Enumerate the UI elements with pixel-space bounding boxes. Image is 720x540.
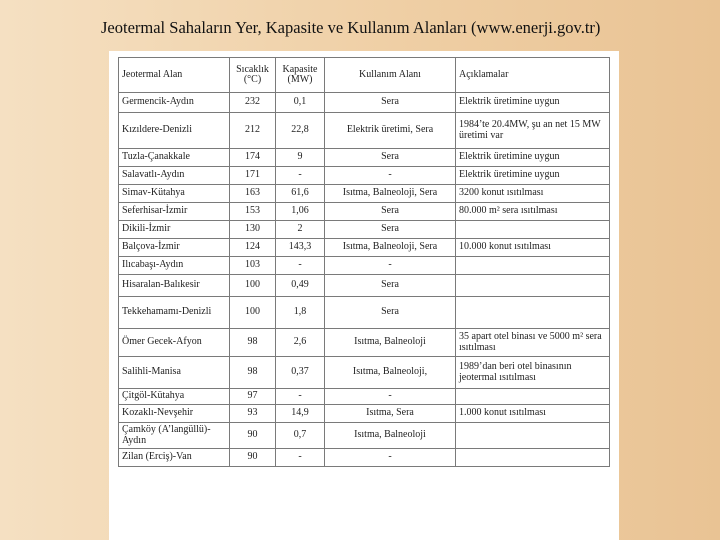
cell-field: Çamköy (A’langüllü)-Aydın xyxy=(119,423,230,449)
table-row xyxy=(119,405,610,423)
cell-field: Kızıldere-Denizli xyxy=(119,113,230,149)
cell-usage: Isıtma, Balneoloji, Sera xyxy=(325,239,456,257)
cell-notes: 1.000 konut ısıtılması xyxy=(456,405,610,423)
table-row xyxy=(119,329,610,357)
cell-temperature: 212 xyxy=(230,113,276,149)
cell-field: Kozaklı-Nevşehir xyxy=(119,405,230,423)
cell-field: Çitgöl-Kütahya xyxy=(119,389,230,405)
cell-capacity: 22,8 xyxy=(276,113,325,149)
cell-usage: Isıtma, Balneoloji xyxy=(325,329,456,357)
cell-notes xyxy=(456,221,610,239)
cell-temperature: 93 xyxy=(230,405,276,423)
cell-notes: 35 apart otel binası ve 5000 m² sera ısıtılması xyxy=(456,329,610,357)
cell-field: Germencik-Aydın xyxy=(119,93,230,113)
cell-capacity: 0,49 xyxy=(276,275,325,297)
cell-notes xyxy=(456,389,610,405)
header-capacity: Kapasite (MW) xyxy=(276,58,325,93)
cell-field: Seferhisar-İzmir xyxy=(119,203,230,221)
cell-notes: 80.000 m² sera ısıtılması xyxy=(456,203,610,221)
table-row xyxy=(119,297,610,329)
cell-notes: 1984’te 20.4MW, şu an net 15 MW üretimi var xyxy=(456,113,610,149)
table-row xyxy=(119,257,610,275)
cell-temperature: 124 xyxy=(230,239,276,257)
table-row xyxy=(119,239,610,257)
table-row xyxy=(119,221,610,239)
table-row xyxy=(119,113,610,149)
slide-title: Jeotermal Sahaların Yer, Kapasite ve Kullanım Alanları (www.enerji.gov.tr) xyxy=(101,18,601,37)
cell-field: Salavatlı-Aydın xyxy=(119,167,230,185)
cell-field: Balçova-İzmir xyxy=(119,239,230,257)
cell-notes xyxy=(456,449,610,467)
cell-field: Salihli-Manisa xyxy=(119,357,230,389)
cell-capacity: - xyxy=(276,167,325,185)
cell-temperature: 100 xyxy=(230,297,276,329)
cell-capacity: - xyxy=(276,449,325,467)
cell-usage: Sera xyxy=(325,275,456,297)
cell-temperature: 103 xyxy=(230,257,276,275)
table-row xyxy=(119,149,610,167)
cell-usage: Elektrik üretimi, Sera xyxy=(325,113,456,149)
cell-temperature: 98 xyxy=(230,357,276,389)
header-field: Jeotermal Alan xyxy=(119,58,230,93)
table-row xyxy=(119,185,610,203)
cell-usage: - xyxy=(325,449,456,467)
cell-field: Ömer Gecek-Afyon xyxy=(119,329,230,357)
cell-capacity: 9 xyxy=(276,149,325,167)
cell-notes xyxy=(456,257,610,275)
cell-temperature: 232 xyxy=(230,93,276,113)
cell-notes xyxy=(456,423,610,449)
header-row xyxy=(119,58,610,93)
cell-usage: Isıtma, Sera xyxy=(325,405,456,423)
cell-field: Zilan (Erciş)-Van xyxy=(119,449,230,467)
cell-field: Tekkehamamı-Denizli xyxy=(119,297,230,329)
table-row xyxy=(119,423,610,449)
cell-temperature: 174 xyxy=(230,149,276,167)
cell-usage: Sera xyxy=(325,149,456,167)
cell-capacity: 2 xyxy=(276,221,325,239)
cell-capacity: 0,1 xyxy=(276,93,325,113)
table-row xyxy=(119,275,610,297)
cell-usage: - xyxy=(325,167,456,185)
header-notes: Açıklamalar xyxy=(456,58,610,93)
cell-notes: Elektrik üretimine uygun xyxy=(456,93,610,113)
cell-temperature: 153 xyxy=(230,203,276,221)
table-row xyxy=(119,389,610,405)
cell-capacity: 1,8 xyxy=(276,297,325,329)
header-temperature: Sıcaklık (°C) xyxy=(230,58,276,93)
cell-capacity: 0,7 xyxy=(276,423,325,449)
cell-temperature: 90 xyxy=(230,423,276,449)
cell-temperature: 171 xyxy=(230,167,276,185)
cell-notes xyxy=(456,297,610,329)
table-row xyxy=(119,93,610,113)
cell-capacity: 0,37 xyxy=(276,357,325,389)
cell-usage: Isıtma, Balneoloji, Sera xyxy=(325,185,456,203)
cell-temperature: 97 xyxy=(230,389,276,405)
cell-field: Dikili-İzmir xyxy=(119,221,230,239)
cell-notes: Elektrik üretimine uygun xyxy=(456,149,610,167)
table-body xyxy=(119,93,610,467)
cell-field: Simav-Kütahya xyxy=(119,185,230,203)
cell-usage: Sera xyxy=(325,221,456,239)
table-row xyxy=(119,167,610,185)
geothermal-table xyxy=(118,57,610,467)
cell-field: Ilıcabaşı-Aydın xyxy=(119,257,230,275)
cell-notes: Elektrik üretimine uygun xyxy=(456,167,610,185)
table-row xyxy=(119,449,610,467)
cell-usage: Isıtma, Balneoloji, xyxy=(325,357,456,389)
cell-capacity: 143,3 xyxy=(276,239,325,257)
cell-temperature: 100 xyxy=(230,275,276,297)
cell-field: Tuzla-Çanakkale xyxy=(119,149,230,167)
cell-capacity: 1,06 xyxy=(276,203,325,221)
cell-notes: 3200 konut ısıtılması xyxy=(456,185,610,203)
table-row xyxy=(119,203,610,221)
cell-temperature: 130 xyxy=(230,221,276,239)
cell-notes: 1989’dan beri otel binasının jeotermal ısıtılması xyxy=(456,357,610,389)
cell-usage: Sera xyxy=(325,203,456,221)
cell-capacity: 2,6 xyxy=(276,329,325,357)
cell-usage: Isıtma, Balneoloji xyxy=(325,423,456,449)
cell-usage: - xyxy=(325,389,456,405)
table-row xyxy=(119,357,610,389)
cell-temperature: 90 xyxy=(230,449,276,467)
table-panel xyxy=(109,51,619,540)
cell-notes: 10.000 konut ısıtılması xyxy=(456,239,610,257)
cell-usage: - xyxy=(325,257,456,275)
cell-field: Hisaralan-Balıkesir xyxy=(119,275,230,297)
header-usage: Kullanım Alanı xyxy=(325,58,456,93)
cell-capacity: 61,6 xyxy=(276,185,325,203)
cell-capacity: - xyxy=(276,257,325,275)
cell-temperature: 163 xyxy=(230,185,276,203)
cell-capacity: 14,9 xyxy=(276,405,325,423)
cell-capacity: - xyxy=(276,389,325,405)
cell-notes xyxy=(456,275,610,297)
cell-temperature: 98 xyxy=(230,329,276,357)
cell-usage: Sera xyxy=(325,297,456,329)
cell-usage: Sera xyxy=(325,93,456,113)
